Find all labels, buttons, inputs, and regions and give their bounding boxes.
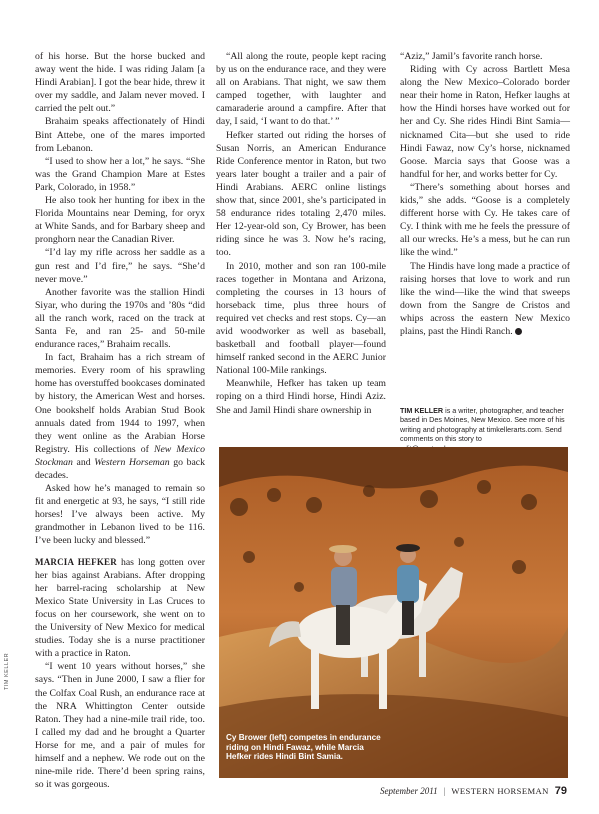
paragraph: “All along the route, people kept racing by us on the endurance race, and they were all on Arabians. That night, we saw them camped together, with laughter and camaraderie around a campfire. After that day, I said, ‘I want to do that.’ ”	[216, 51, 386, 128]
publication-title: New Mexico Stockman	[35, 443, 206, 468]
photo-caption: Cy Brower (left) competes in endurance riding on Hindi Fawaz, while Marcia Hefker rides Hindi Bint Samia.	[226, 733, 381, 762]
paragraph: “I went 10 years without horses,” she says. “Then in June 2000, I saw a flier for the Colfax Coal Rush, an endurance race at the NRA Whittington Center outside Raton. They had a nine-mile trail ride, too. I called my dad and he brought a Quarter Horse for me, and a pair of mules for himself and a nephew. We rode out on the nine-mile ride. There’d been spring rains, so it was gorgeous.	[35, 661, 205, 791]
paragraph: Meanwhile, Hefker has taken up team roping on a third Hindi horse, Hindi Aziz. She and Jamil Hindi share ownership in	[216, 378, 386, 416]
publication-title: Western Horseman	[94, 456, 170, 468]
paragraph: of his horse. But the horse bucked and away went the hide. I was riding Jalam [a Hindi Arabian]. I got the bear hide, threw it over my saddle, and Jalam never moved. I carried the pelt out.”	[35, 51, 205, 115]
paragraph: In 2010, mother and son ran 100-mile races together in Montana and Arizona, completing the courses in 13 hours of horseback time, plus three hours of required vet checks and rest stops. Cy—an avid woodworker as well as baseball, basketball and football player—found himself ranked second in the AERC Junior National 100-Mile rankings.	[216, 260, 386, 377]
horse-riders-photo	[219, 447, 568, 778]
paragraph: Riding with Cy across Bartlett Mesa along the New Mexico–Colorado border near their home in Raton, Hefker laughs at how the Hindi horses have worked out for her and Cy. She rides Hindi Bint Samia—nicknamed Cita—but she used to ride Hindi Fawaz, now Cy’s horse, nicknamed Goose. Marcia says that Goose was a handful for her, and works better for Cy.	[400, 64, 570, 180]
footer-divider: |	[443, 786, 446, 796]
article-column-1	[35, 50, 205, 791]
paragraph: Hefker started out riding the horses of Susan Norris, an American Endurance Ride Conference mentor in Raton, but two years later bought a trailer and a pair of Hindi Arabians. AERC online listings show that, since 2001, she’s participated in 58 endurance rides totaling 2,470 miles. Her 12-year-old son, Cy Brower, has been riding since he was 3. Now he’s racing, too.	[216, 129, 386, 259]
magazine-name: WESTERN HORSEMAN	[451, 786, 549, 796]
paragraph: “I used to show her a lot,” he says. “She was the Grand Champion Mare at Estes Park, Colorado, in 1958.”	[35, 155, 205, 193]
photo-credit: TIM KELLER	[4, 652, 10, 690]
paragraph	[400, 260, 570, 339]
paragraph: “Aziz,” Jamil’s favorite ranch horse.	[400, 51, 543, 62]
paragraph: Brahaim speaks affectionately of Hindi Bint Attebe, one of the mares imported from Lebanon.	[35, 116, 205, 154]
article-column-2	[216, 50, 386, 417]
section-lead: MARCIA HEFKER	[35, 556, 117, 567]
page-number: 79	[554, 785, 567, 797]
paragraph-text: In fact, Brahaim has a rich stream of memories. Every room of his sprawling home has overstuffed bookcases dominated by history, the American West and horses. One bookshelf holds Arabian Stud Book annuals dated from 1944 to 1997, when they went online as the Arabian Horse Registry. His collections of	[35, 352, 205, 455]
paragraph-text: The Hindis have long made a practice of raising horses that love to work and run like the wind—like the wind that sweeps down from the Sangre de Cristos and whips across the eastern New Mexico plains, past the Hindi Ranch.	[400, 260, 570, 337]
page-footer	[380, 785, 567, 797]
author-bio-text: is a writer, photographer, and teacher based in Des Moines, New Mexico. See more of his writing and photography at timkellerarts.com. Send comments on this story to	[400, 406, 565, 444]
paragraph-text: go back decades.	[35, 456, 206, 481]
paragraph: He also took her hunting for ibex in the Florida Mountains near Deming, for oryx at White Sands, and for Barbary sheep and pronghorn near the Canadian River.	[35, 195, 205, 246]
paragraph-text: has long gotten over her bias against Arabians. After dropping her barrel-racing scholarship at New Mexico State University in Las Cruces to focus on her coursework, she went on to the University of New Mexico for medical studies. Today she is a nurse practitioner with a practice in Raton.	[35, 556, 206, 660]
paragraph: “There’s something about horses and kids,” she adds. “Goose is a completely different horse with Cy. He takes care of Cy. I think with me he feels the pressure of all our wrecks. He’s a mess, but he can run like the wind.”	[400, 181, 570, 259]
paragraph	[35, 351, 205, 482]
author-name: TIM KELLER	[400, 406, 444, 415]
author-bio	[400, 406, 570, 453]
paragraph	[35, 556, 205, 661]
photo	[219, 447, 568, 778]
issue-date: September 2011	[380, 786, 438, 796]
article-column-3	[400, 50, 570, 338]
paragraph: Asked how he’s managed to remain so fit and energetic at 93, he says, “I still ride horses! I’ve always been active. My grandmother in Lebanon lived to be 116. I’ve been lucky and blessed.”	[35, 483, 205, 547]
end-mark-icon	[515, 328, 522, 335]
conjunction: and	[72, 456, 95, 468]
paragraph: Another favorite was the stallion Hindi Siyar, who during the 1970s and ’80s “did all the ranch work, raced on the track at Santa Fe, and ran 25- and 50-mile endurance races,” Brahaim recalls.	[35, 286, 205, 351]
paragraph: “I’d lay my rifle across her saddle as a gun rest and I’d fire,” he says. “She’d never move.”	[35, 247, 205, 285]
